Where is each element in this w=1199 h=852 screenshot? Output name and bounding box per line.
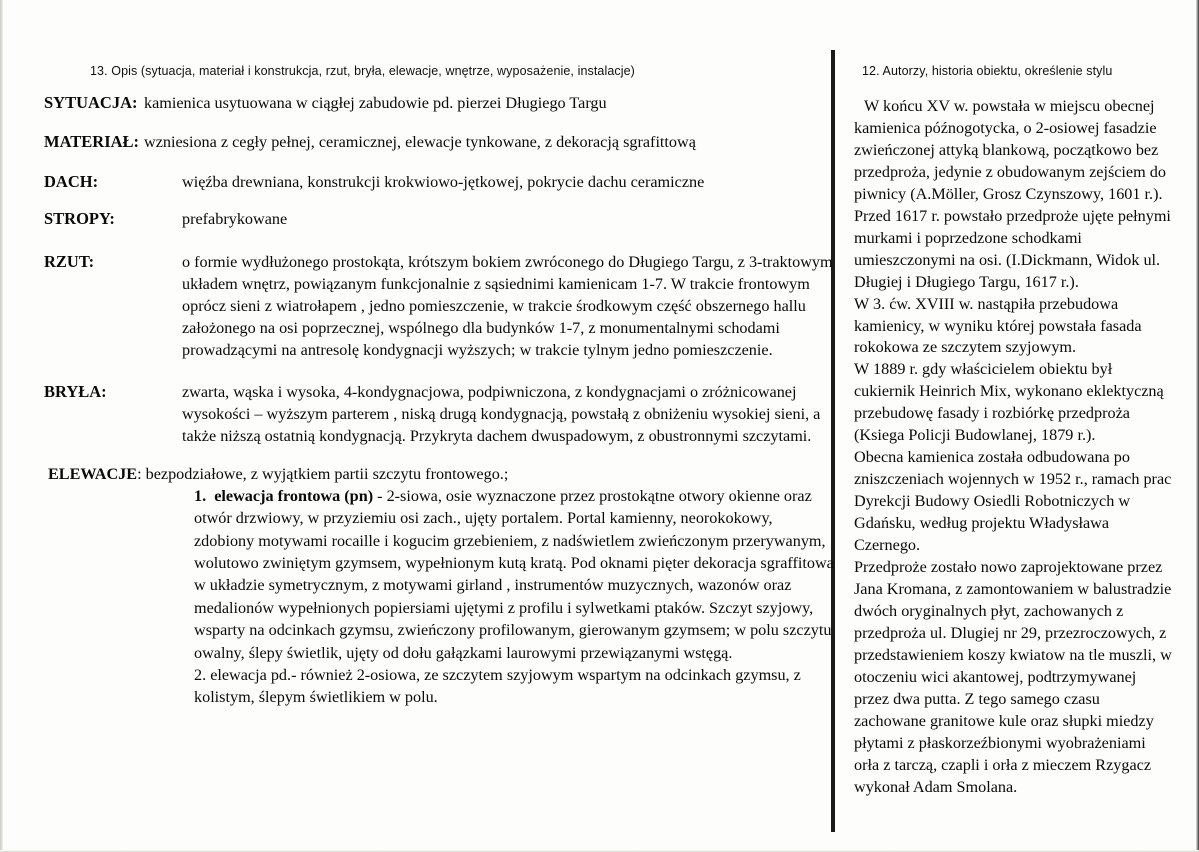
field-label-elewacje: ELEWACJE [48, 465, 138, 483]
left-column-body [44, 92, 834, 709]
field-row-sytuacja [44, 92, 834, 114]
elewacje-item-2-title: elewacja pd [210, 665, 288, 684]
field-value-bryla: zwarta, wąska i wysoka, 4-kondygnacjowa, podpiwniczona, z kondygnacjami o zróżnicowanej wysokości – wyższym parterem , niską drugą kondygnacją, powstałą z obniżeniu wysokiej sieni, a także niższą ostatnią kondygnacją. Przykryta dachem dwuspadowym, z obustronnymi szczytami. [182, 382, 821, 445]
field-label-material: MATERIAŁ: [44, 132, 140, 152]
field-value-stropy: prefabrykowane [182, 210, 288, 229]
field-value-sytuacja: kamienica usytuowana w ciągłej zabudowie pd. pierzei Długiego Targu [144, 94, 607, 112]
field-label-sytuacja: SYTUACJA: [44, 93, 138, 112]
field-value-rzut: o formie wydłużonego prostokąta, krótszym bokiem zwróconego do Długiego Targu, z 3-traktowym układem wnętrz, powiązanym funkcjonalnie z sąsiednimi kamienicam 1-7. W trakcie frontowym oprócz sieni z wiatrołapem , jedno pomieszczenie, w trakcie środkowym część obszernego hallu założonego na osi poprzecznej, wspólnego dla budynków 1-7, z monumentalnymi schodami prowadzącymi na antresolę kondygnacji wyższych; w trakcie tylnym jedno pomieszczenie. [182, 252, 833, 359]
field-row-material [44, 131, 834, 153]
field-row-rzut [44, 251, 834, 361]
field-row-elewacje [44, 463, 834, 709]
field-label-rzut: RZUT: [44, 251, 95, 271]
right-column-body [854, 96, 1174, 799]
field-row-stropy [44, 208, 834, 230]
elewacje-heading [48, 463, 834, 485]
field-label-dach: DACH: [44, 171, 99, 191]
elewacje-item-2-text: .- również 2-osiowa, ze szczytem szyjowym wspartym na odcinkach gzymsu, z kolistym, ślepym świetlikiem w polu. [194, 665, 801, 707]
field-value-material: wzniesiona z cegły pełnej, ceramicznej, elewacje tynkowane, z dekoracją sgrafittową [144, 133, 696, 152]
right-column [840, 0, 1185, 852]
history-paragraph-2: W 3. ćw. XVIII w. nastąpiła przebudowa kamienicy, w wyniku której powstała fasada rokokowa ze szczytem szyjowym. [854, 294, 1142, 357]
elewacje-intro-text: : bezpodziałowe, z wyjątkiem partii szczytu frontowego.; [137, 465, 509, 483]
field-label-stropy: STROPY: [44, 209, 115, 229]
history-paragraph-3: W 1889 r. gdy właścicielem obiektu był cukiernik Heinrich Mix, wykonano eklektyczną przebudowę fasady i rozbiórkę przedproża (Ksiega Policji Budowlanej, 1879 r.). [854, 360, 1164, 445]
elewacje-item-1-number: 1. [194, 487, 207, 506]
right-column-header: 12. Autorzy, historia obiektu, określenie stylu [862, 64, 1113, 78]
elewacje-item-1 [194, 485, 834, 664]
history-paragraph-5: Przedproże zostało nowo zaprojektowane przez Jana Kromana, z zamontowaniem w balustradzie dwóch oryginalnych płyt, zachowanych z przedproża ul. Dlugiej nr 29, przezroczowych, z przedstawieniem koszy kwiatow na tle muszli, w otoczeniu wici akantowej, podtrzymywanej przez dwa putta. Z tego samego czasu zachowane granitowe kule oraz słupki miedzy płytami z płaskorzeźbionymi wyobrażeniami orła z tarczą, czapli i orła z mieczem Rzygacz wykonał Adam Smolana. [854, 558, 1172, 796]
history-paragraph-1: W końcu XV w. powstała w miejscu obecnej kamienica późnogotycka, o 2-osiowej fasadzie zwieńczonej attyką blankową, początkowo bez przedproża, jedynie z obudowanym zejściem do piwnicy (A.Möller, Grosz Czynszowy, 1601 r.). Przed 1617 r. powstało przedproże ujęte pełnymi murkami i poprzedzone schodkami umieszczonymi na osi. (I.Dickmann, Widok ul. Długiej i Długiego Targu, 1617 r.). [854, 97, 1171, 291]
elewacje-item-2-number: 2. [194, 665, 207, 684]
elewacje-item-1-title: elewacja frontowa (pn) [214, 487, 374, 506]
field-label-bryla: BRYŁA: [44, 381, 107, 401]
history-paragraph-4: Obecna kamienica została odbudowana po zniszczeniach wojennych w 1952 r., ramach prac Dyrekcji Budowy Osiedli Robotniczych w Gdańsku, według projektu Władysława Czernego. [854, 448, 1172, 555]
field-row-bryla [44, 381, 834, 447]
field-value-dach: więźba drewniana, konstrukcji krokwiowo-jętkowej, pokrycie dachu ceramiczne [182, 172, 705, 191]
field-row-dach [44, 171, 834, 193]
elewacje-item-2 [194, 664, 834, 709]
elewacje-item-1-text: - 2-siowa, osie wyznaczone przez prostokątne otwory okienne oraz otwór drzwiowy, w przyziemiu osi zach., ujęty portalem. Portal kamienny, neorokokowy, zdobiony motywami rocaille i kogucim grzebieniem, z nadświetlem zwieńczonym przerywanym, wolutowo zwiniętym gzymsem, wypełnionym kutą kratą. Pod oknami pięter dekoracja sgraffitowa w układzie symetrycznym, z motywami girland , instrumentów muzycznych, wazonów oraz medalionów wypełnionych popiersiami ujętymi z profilu i sylwetkami ptaków. Szczyt szyjowy, wsparty na odcinkach gzymsu, zwieńczony profilowanym, gierowanym gzymsem; w polu szczytu owalny, ślepy świetlik, ujęty od dołu gałązkami laurowymi przewiązanymi wstęgą. [194, 487, 834, 662]
left-column-header: 13. Opis (sytuacja, materiał i konstrukcja, rzut, bryła, elewacje, wnętrze, wyposażenie, instalacje) [90, 64, 635, 78]
